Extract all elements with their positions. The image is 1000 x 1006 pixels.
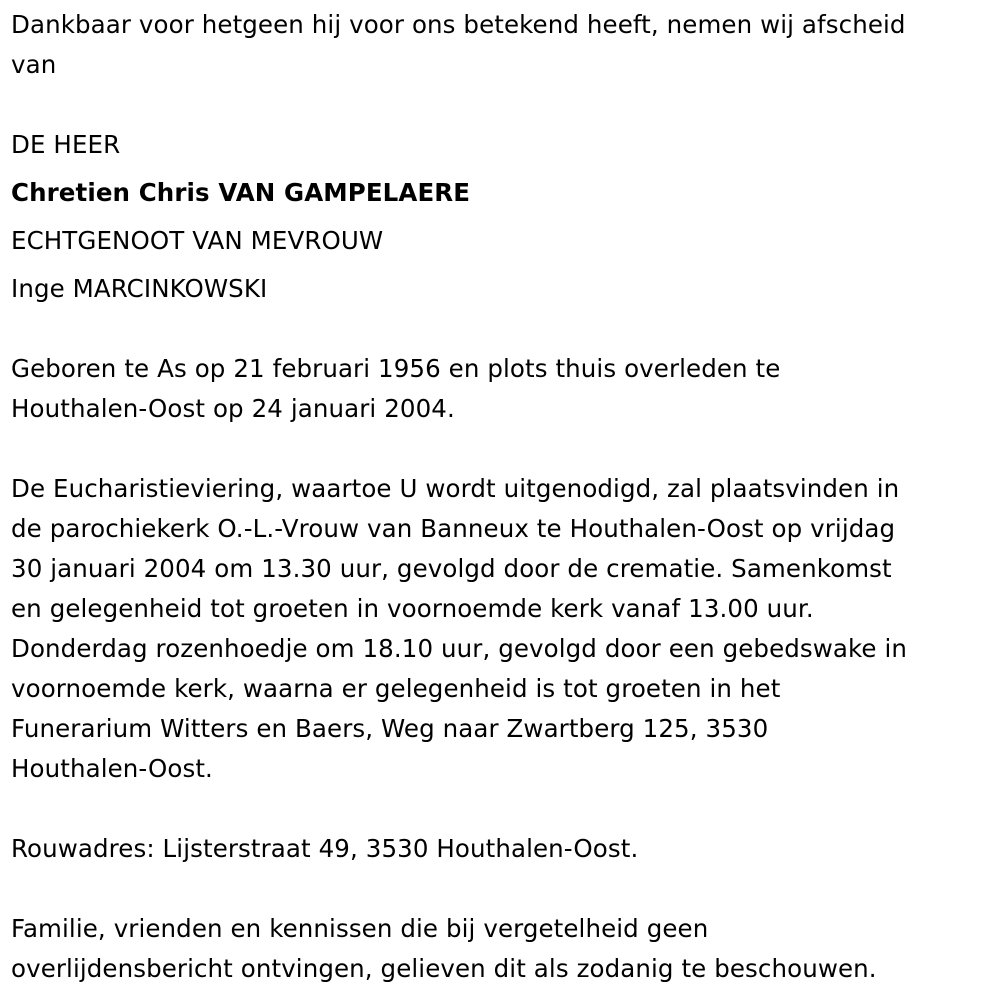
intro-line-1: Dankbaar voor hetgeen hij voor ons betekend heeft, nemen wij afscheid — [11, 10, 906, 39]
ceremony-line-5: Donderdag rozenhoedje om 18.10 uur, gevolgd door een gebedswake in — [11, 634, 908, 663]
closing-line-2: overlijdensbericht ontvingen, gelieven dit als zodanig te beschouwen. — [11, 954, 877, 983]
intro-line-2: van — [11, 50, 57, 79]
birth-death-line-2: Houthalen-Oost op 24 januari 2004. — [11, 394, 455, 423]
ceremony-line-3: 30 januari 2004 om 13.30 uur, gevolgd door de crematie. Samenkomst — [11, 554, 892, 583]
ceremony-line-7: Funerarium Witters en Baers, Weg naar Zwartberg 125, 3530 — [11, 714, 769, 743]
spouse-name: Inge MARCINKOWSKI — [11, 274, 268, 303]
closing-line-1: Familie, vrienden en kennissen die bij vergetelheid geen — [11, 914, 709, 943]
birth-death-line-1: Geboren te As op 21 februari 1956 en plots thuis overleden te — [11, 354, 781, 383]
deceased-title: DE HEER — [11, 130, 121, 159]
ceremony-line-2: de parochiekerk O.-L.-Vrouw van Banneux te Houthalen-Oost op vrijdag — [11, 514, 896, 543]
ceremony-line-6: voornoemde kerk, waarna er gelegenheid is tot groeten in het — [11, 674, 781, 703]
ceremony-line-1: De Eucharistieviering, waartoe U wordt uitgenodigd, zal plaatsvinden in — [11, 474, 900, 503]
ceremony-line-4: en gelegenheid tot groeten in voornoemde kerk vanaf 13.00 uur. — [11, 594, 814, 623]
deceased-name: Chretien Chris VAN GAMPELAERE — [11, 178, 471, 207]
spouse-label: ECHTGENOOT VAN MEVROUW — [11, 226, 384, 255]
mourning-address: Rouwadres: Lijsterstraat 49, 3530 Houthalen-Oost. — [11, 834, 639, 863]
ceremony-line-8: Houthalen-Oost. — [11, 754, 213, 783]
